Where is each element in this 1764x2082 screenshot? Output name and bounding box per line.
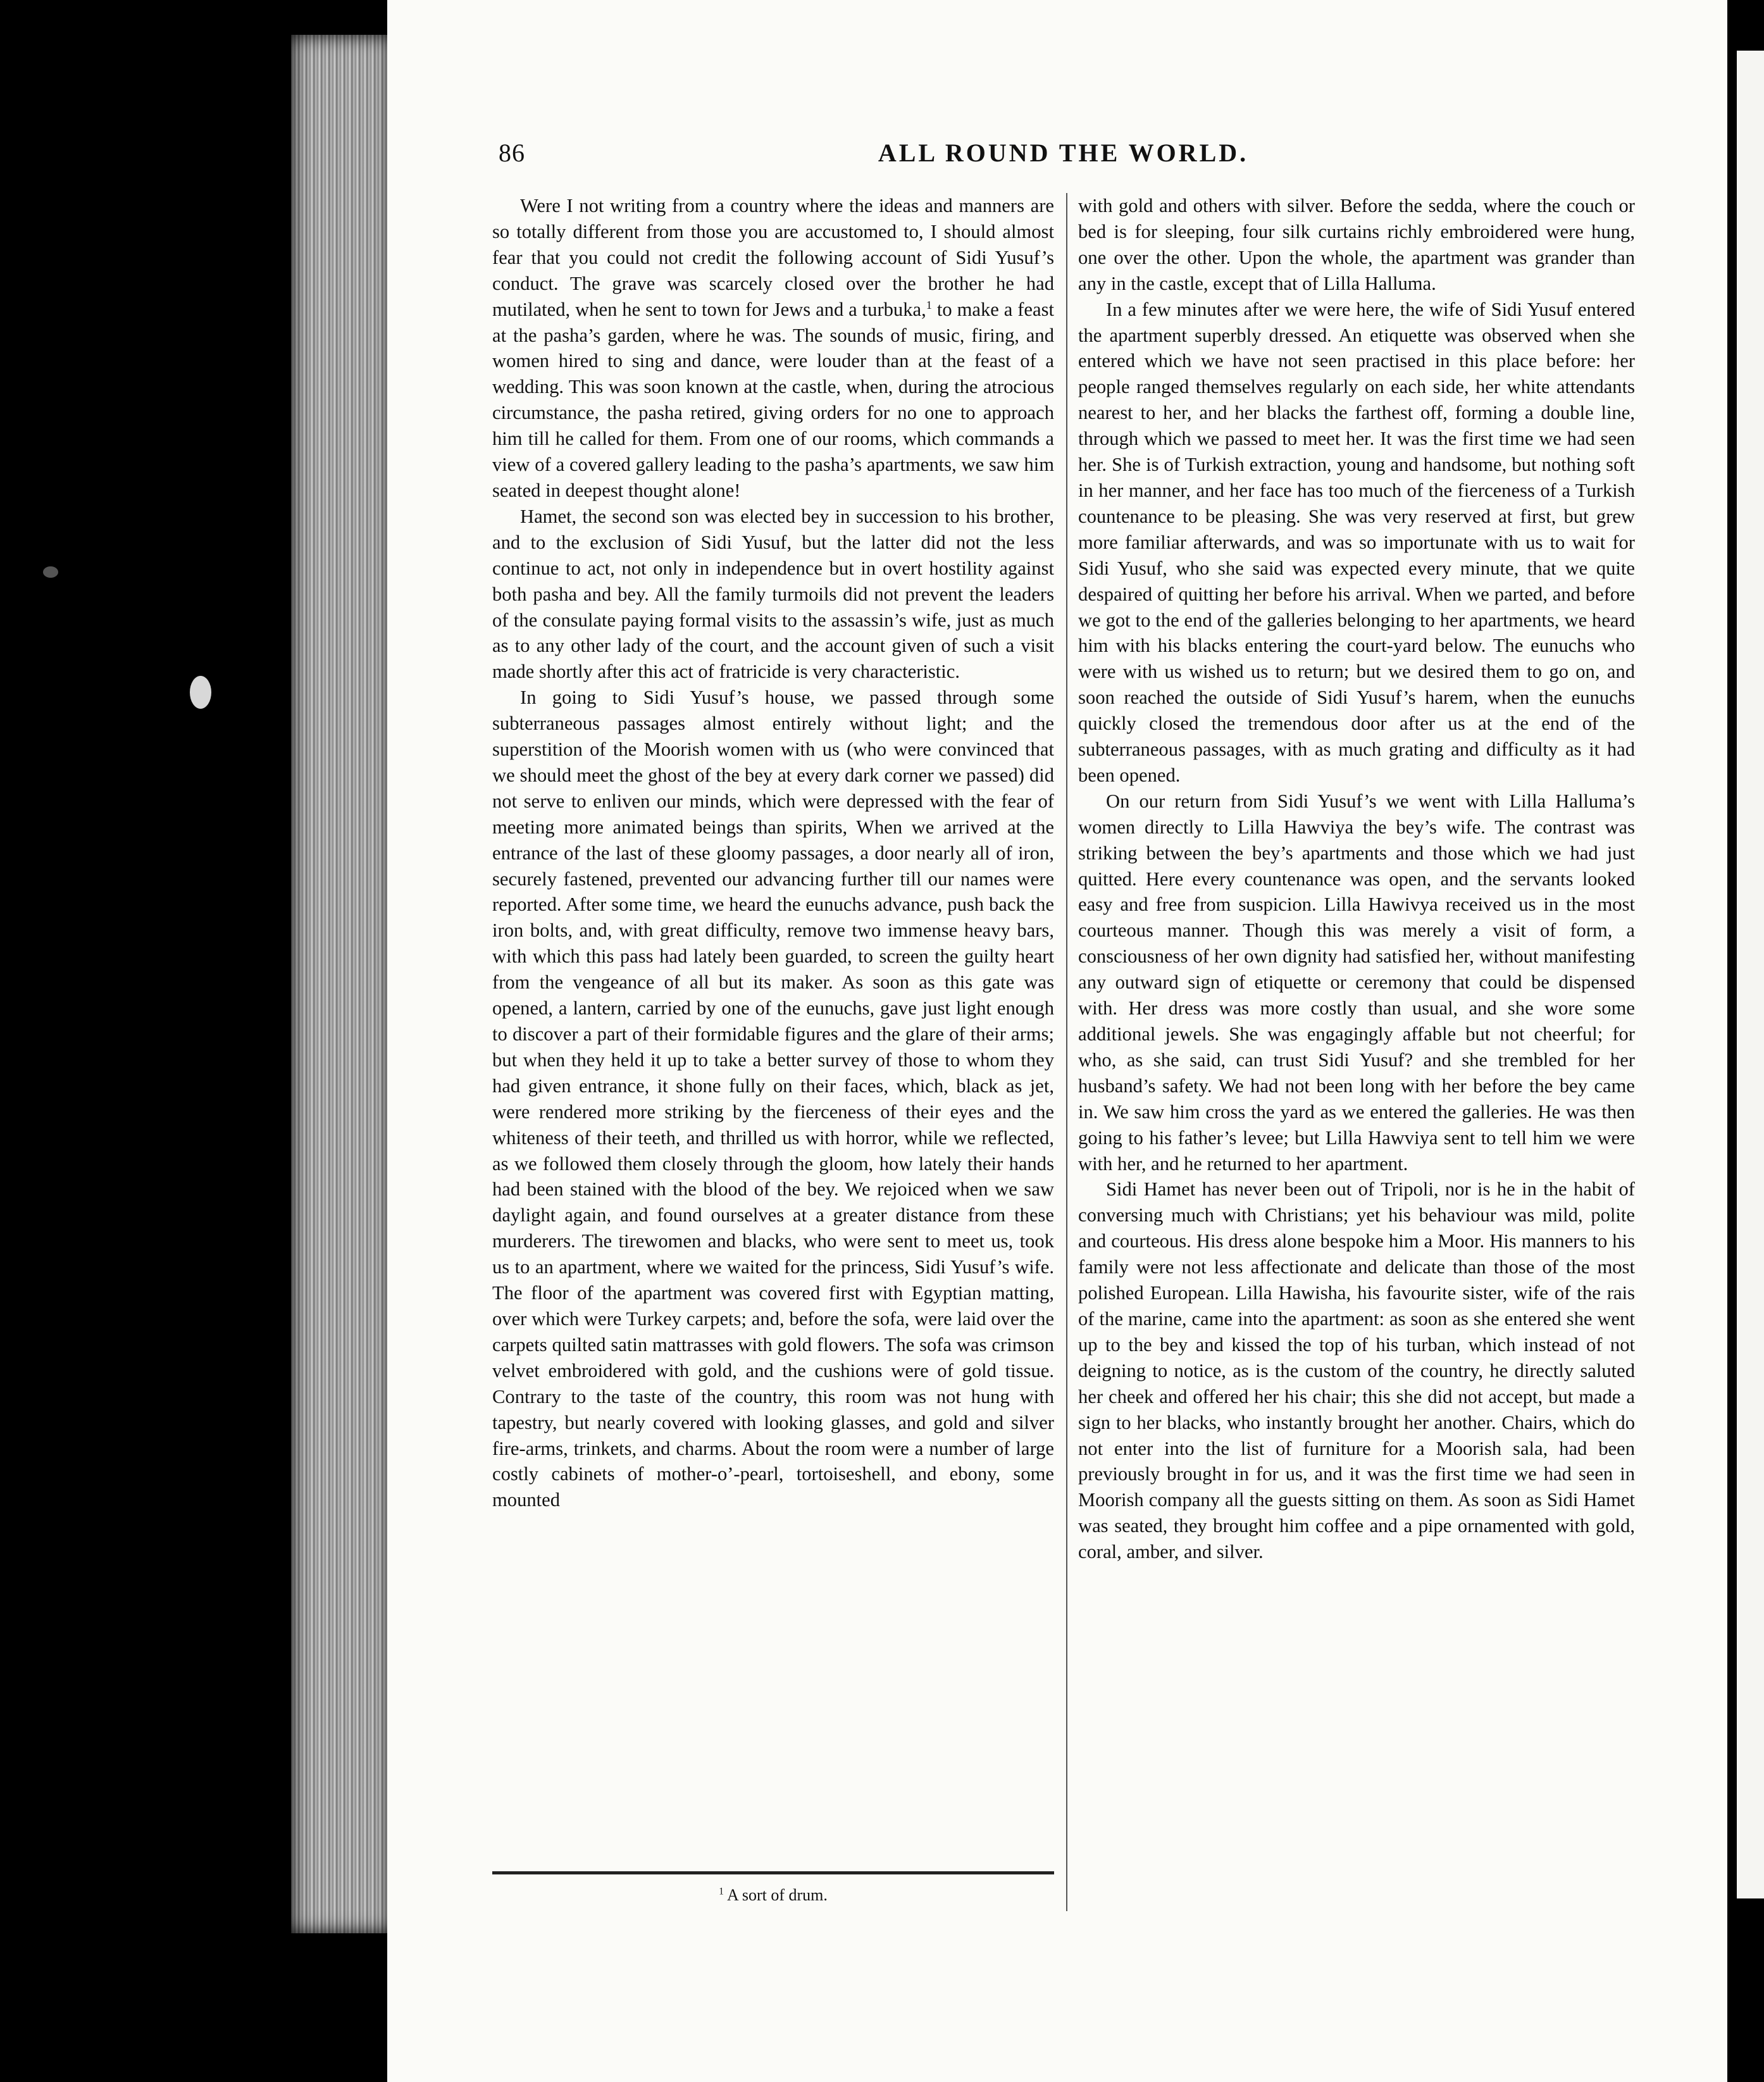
footnote-rule (492, 1871, 1054, 1874)
paragraph: In a few minutes after we were here, the wife of Sidi Yusuf entered the apartment superbly dressed. An etiquette was observed when she entered which we have not seen practised in this place before: her people ranged themselves regularly on each side, her white attendants nearest to her, and her blacks the farthest off, forming a double line, through which we passed to meet her. It was the first time we had seen her. She is of Turkish extraction, young and handsome, but nothing soft in her manner, and her face has too much of the fierceness of a Turkish countenance to be pleasing. She was very reserved at first, but grew more familiar afterwards, and was so importunate with us to wait for Sidi Yusuf, who she said was expected every minute, that we quite despaired of quitting her before his arrival. When we parted, and before we got to the end of the galleries belonging to her apartments, we heard him with his blacks entering the court-yard below. The eunuchs who were with us wished us to return; but we desired them to go on, and soon reached the outside of Sidi Yusuf’s harem, when the eunuchs quickly closed the tremendous door after us at the end of the subterraneous passages, with as much grating and difficulty as it had been opened. (1078, 298, 1635, 786)
paragraph: In going to Sidi Yusuf’s house, we passed through some subterraneous passages almost entirely without light; and the superstition of the Moorish women with us (who were convinced that we should meet the ghost of the bey at every dark corner we passed) did not serve to enliven our minds, which were depressed with the fear of meeting more animated beings than spirits, When we arrived at the entrance of the last of these gloomy passages, a door nearly all of iron, securely fastened, prevented our advancing further till our names were reported. After some time, we heard the eunuchs advance, push back the iron bolts, and, with great difficulty, remove two immense heavy bars, with which this pass had lately been guarded, to screen the guilty heart from the vengeance of all but its maker. As soon as this gate was opened, a lantern, carried by one of the eunuchs, gave just light enough to discover a part of their formidable figures and the glare of their arms; but when they held it up to take a better survey of those to whom they had given entrance, it shone fully on their faces, which, black as jet, were rendered more striking by the fierceness of their eyes and the whiteness of their teeth, and thrilled us with horror, while we reflected, as we followed them closely through the gloom, how lately their hands had been stained with the blood of the bey. We rejoiced when we saw daylight again, and found ourselves at a greater distance from these murderers. The tirewomen and blacks, who were sent to meet us, took us to an apartment, where we waited for the princess, Sidi Yusuf’s wife. The floor of the apartment was covered first with Egyptian matting, over which were Turkey carpets; and, before the sofa, were laid over the carpets quilted satin mattrasses with gold flowers. The sofa was crimson velvet embroidered with gold, and the cushions were of gold tissue. Contrary to the taste of the country, this room was not hung with tapestry, but nearly covered with looking glasses, and gold and silver fire-arms, trinkets, and charms. About the room were a number of large costly cabinets of mother-o’-pearl, tortoiseshell, and ebony, some mounted (492, 687, 1054, 1511)
paragraph: On our return from Sidi Yusuf’s we went with Lilla Halluma’s women directly to Lilla Hawviya the bey’s wife. The contrast was striking between the bey’s apartments and those which we had just quitted. Here every countenance was open, and the servants looked easy and free from suspicion. Lilla Hawivya received us in the most courteous manner. Though this was merely a visit of form, a consciousness of her own dignity had satisfied her, without manifesting any outward sign of etiquette or ceremony that could be dispensed with. Her dress was more costly than usual, and she wore some additional jewels. She was engagingly affable but not cheerful; for who, as she said, can trust Sidi Yusuf? and she trembled for her husband’s safety. We had not been long with her before the bey came in. We saw him cross the yard as we entered the galleries. He was then going to his father’s levee; but Lilla Hawviya sent to tell him we were with her, and he returned to her apartment. (1078, 790, 1635, 1175)
paragraph: Sidi Hamet has never been out of Tripoli, nor is he in the habit of conversing much with Christians; yet his behaviour was mild, polite and courteous. His dress alone bespoke him a Moor. His manners to his family were not less affectionate and delicate than those of the most polished European. Lilla Hawisha, his favourite sister, wife of the rais of the marine, came into the apartment: as soon as she entered she went up to the bey and kissed the top of his turban, which instead of not deigning to notice, as is the custom of the country, he directly saluted her cheek and offered her his chair; this she did not accept, but made a sign to her blacks, who instantly brought her another. Chairs, which do not enter into the list of furniture for a Moorish sala, had been previously brought in for us, and it was the first time we had seen in Moorish company all the guests sitting on them. As soon as Sidi Hamet was seated, they brought him coffee and a pipe ornamented with gold, coral, amber, and silver. (1078, 1178, 1635, 1563)
paragraph: Hamet, the second son was elected bey in succession to his brother, and to the exclusion of Sidi Yusuf, but the latter did not the less continue to act, not only in independence but in overt hostility against both pasha and bey. All the family turmoils did not prevent the leaders of the consulate paying formal visits to the assassin’s wife, just as much as to any other lady of the court, and the account given of such a visit made shortly after this act of fratricide is very characteristic. (492, 505, 1054, 683)
facing-page-edge (1727, 0, 1764, 2082)
paragraph: Were I not writing from a country where the ideas and manners are so totally different from those you are accustomed to, I should almost fear that you could not credit the following account of Sidi Yusuf’s conduct. The grave was scarcely closed over the brother he had mutilated, when he sent to town for Jews and a turbuka,$^1$ to make a feast at the pasha’s garden, where he was. The sounds of music, firing, and women hired to sing and dance, were louder than at the feast of a wedding. This was soon known at the castle, when, during the atrocious circumstance, the pasha retired, giving orders for no one to approach him till he called for them. From one of our rooms, which commands a view of a covered gallery leading to the pasha’s apartments, we saw him seated in deepest thought alone! (492, 195, 1054, 501)
running-header (499, 138, 1628, 176)
page-number: 86 (499, 139, 525, 167)
footnote-number: 1 (719, 1886, 724, 1897)
paper-speck (190, 676, 211, 709)
footnote-text: A sort of drum. (726, 1886, 828, 1904)
paragraph-continuation: with gold and others with silver. Before the sedda, where the couch or bed is for sleeping, four silk curtains richly embroidered were hung, one over the other. Upon the whole, the apartment was grander than any in the castle, except that of Lilla Halluma. (1078, 195, 1635, 294)
page-stack-edges (291, 35, 392, 1933)
paper-speck (43, 566, 58, 578)
footnote-marker[interactable]: 1 (926, 298, 932, 311)
running-title: ALL ROUND THE WORLD. (878, 139, 1249, 167)
left-column (492, 193, 1054, 1513)
book-binding-shadow (0, 0, 297, 2082)
right-column (1078, 193, 1635, 1565)
footnote (492, 1886, 1054, 1905)
column-divider (1066, 193, 1067, 1911)
